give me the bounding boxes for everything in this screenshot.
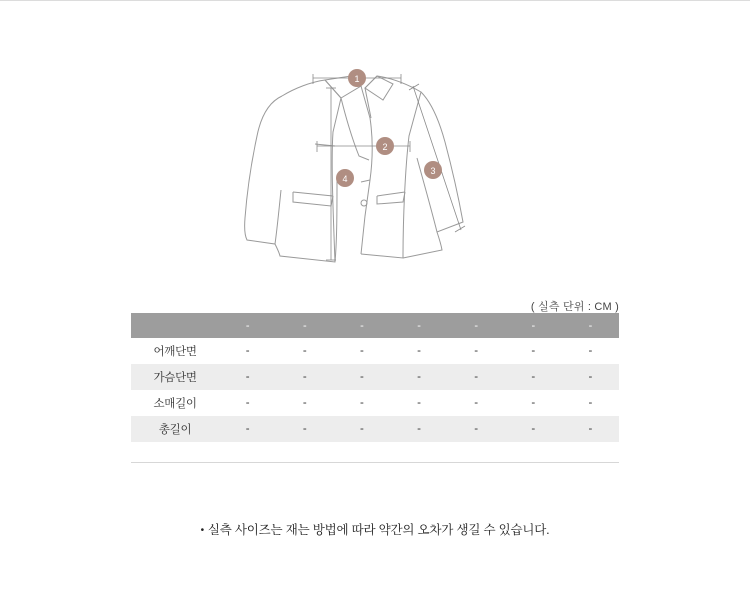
table-cell: - [562, 364, 619, 390]
table-header-cell: - [219, 313, 276, 338]
table-cell: - [333, 338, 390, 364]
table-row [131, 390, 619, 416]
jacket-illustration [0, 40, 750, 270]
row-label-sleeve: 소매길이 [131, 390, 219, 416]
table-row [131, 338, 619, 364]
table-cell: - [505, 390, 562, 416]
row-label-shoulder: 어깨단면 [131, 338, 219, 364]
table-cell: - [219, 416, 276, 442]
table-cell: - [276, 338, 333, 364]
marker-3-label: 3 [430, 166, 436, 176]
table-cell: - [562, 338, 619, 364]
table-corner-cell [131, 313, 219, 338]
table-cell: - [391, 338, 448, 364]
bottom-divider [131, 462, 619, 463]
measurement-unit-note: ( 실측 단위 : CM ) [530, 301, 619, 313]
row-label-total-length: 총길이 [131, 416, 219, 442]
footnote-text: 실측 사이즈는 재는 방법에 따라 약간의 오차가 생길 수 있습니다. [207, 523, 550, 537]
table-cell: - [505, 416, 562, 442]
table-cell: - [448, 390, 505, 416]
table-cell: - [448, 338, 505, 364]
marker-2-label: 2 [382, 142, 388, 152]
footnote [0, 520, 750, 538]
size-table [131, 313, 619, 442]
table-cell: - [505, 364, 562, 390]
table-row [131, 364, 619, 390]
table-cell: - [276, 416, 333, 442]
table-cell: - [276, 390, 333, 416]
marker-1-label: 1 [354, 74, 360, 84]
table-cell: - [448, 416, 505, 442]
table-cell: - [219, 390, 276, 416]
table-cell: - [219, 338, 276, 364]
bullet-icon: • [200, 525, 204, 537]
table-cell: - [333, 390, 390, 416]
table-cell: - [391, 416, 448, 442]
top-divider [0, 0, 750, 1]
table-cell: - [391, 364, 448, 390]
table-header-cell: - [505, 313, 562, 338]
table-cell: - [333, 416, 390, 442]
table-row [131, 416, 619, 442]
table-cell: - [219, 364, 276, 390]
table-cell: - [391, 390, 448, 416]
table-header-cell: - [333, 313, 390, 338]
row-label-chest: 가슴단면 [131, 364, 219, 390]
table-cell: - [505, 338, 562, 364]
table-header-cell: - [448, 313, 505, 338]
table-cell: - [562, 416, 619, 442]
table-header-cell: - [276, 313, 333, 338]
table-cell: - [276, 364, 333, 390]
table-header-cell: - [562, 313, 619, 338]
table-cell: - [448, 364, 505, 390]
table-cell: - [333, 364, 390, 390]
table-header-cell: - [391, 313, 448, 338]
table-cell: - [562, 390, 619, 416]
marker-4-label: 4 [342, 174, 348, 184]
table-header-row [131, 313, 619, 338]
